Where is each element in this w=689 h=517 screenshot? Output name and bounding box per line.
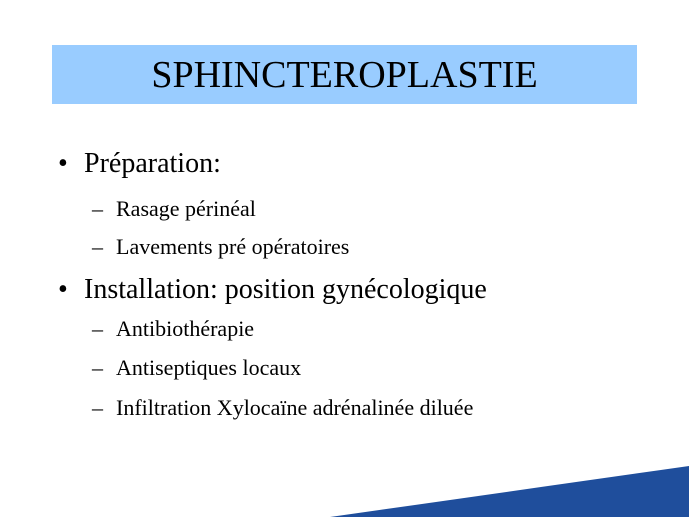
- subitem-text: Antibiothérapie: [116, 316, 255, 341]
- subitem-text: Lavements pré opératoires: [116, 234, 350, 259]
- bullet-glyph: •: [58, 148, 68, 179]
- dash-glyph: –: [92, 355, 103, 380]
- subitem-text: Rasage périnéal: [116, 196, 256, 221]
- corner-band: [330, 466, 689, 517]
- dash-glyph: –: [92, 316, 103, 341]
- dash-glyph: –: [92, 395, 103, 420]
- bullet-text: Préparation:: [84, 148, 221, 179]
- subitem-text: Infiltration Xylocaïne adrénalinée diluée: [116, 395, 474, 420]
- dash-glyph: –: [92, 234, 103, 259]
- dash-glyph: –: [92, 196, 103, 221]
- slide-title: SPHINCTEROPLASTIE: [151, 53, 538, 96]
- bullet-text: Installation: position gynécologique: [84, 274, 487, 305]
- subitem-text: Antiseptiques locaux: [116, 355, 302, 380]
- bullet-glyph: •: [58, 274, 68, 305]
